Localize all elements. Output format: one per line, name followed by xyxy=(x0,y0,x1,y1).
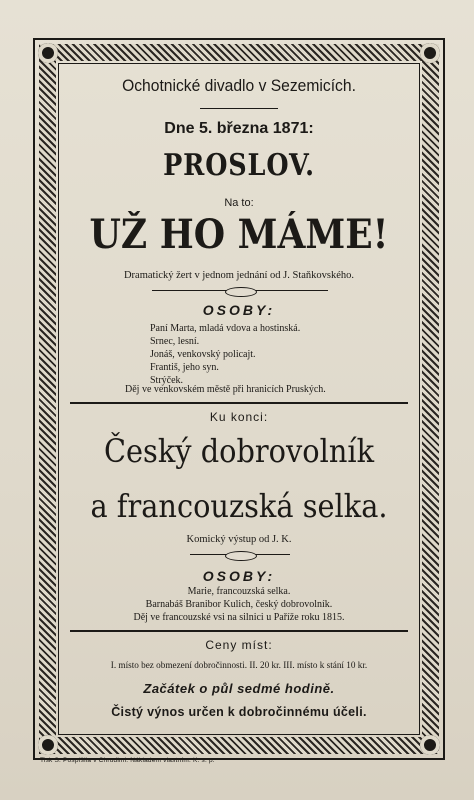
proceeds-note: Čistý výnos určen k dobročinnému účeli. xyxy=(111,705,367,719)
divider xyxy=(200,108,278,109)
prices-label: Ceny míst: xyxy=(205,638,273,652)
play2-title-line1: Český dobrovolník xyxy=(103,432,375,470)
performance-date: Dne 5. března 1871: xyxy=(164,120,314,137)
section-divider xyxy=(70,630,408,632)
cast-member: Paní Marta, mladá vdova a hostinská. xyxy=(150,323,301,334)
then-label: Na to: xyxy=(224,197,254,209)
corner-ornament xyxy=(420,735,440,755)
cast-member: Jonáš, venkovský policajt. xyxy=(150,349,256,360)
play2-setting: Děj ve francouzské vsi na silnici u Paříže roku 1815. xyxy=(133,612,345,623)
cast-label: OSOBY: xyxy=(202,568,276,584)
play1-title: UŽ HO MÁME! xyxy=(89,211,389,258)
prices-text: I. místo bez obmezení dobročinnosti. II. 20 kr. III. místo k stání 10 kr. xyxy=(110,660,368,670)
cast-member: Marie, francouzská selka. xyxy=(187,586,291,597)
cast-member: Strýček. xyxy=(150,375,184,386)
corner-ornament xyxy=(420,43,440,63)
cast-label: OSOBY: xyxy=(202,302,276,318)
ornamental-divider xyxy=(152,288,328,294)
play2-subtitle: Komický výstup od J. K. xyxy=(186,534,292,545)
cast-member: Františ, jeho syn. xyxy=(150,362,219,373)
corner-ornament xyxy=(38,43,58,63)
start-time: Začátek o půl sedmé hodině. xyxy=(143,681,335,696)
cast-member: Srnec, lesní. xyxy=(150,336,200,347)
corner-ornament xyxy=(38,735,58,755)
play2-title-line2: a francouzská selka. xyxy=(90,487,388,525)
prologue-heading: PROSLOV. xyxy=(163,148,315,183)
play1-setting: Děj ve venkovském městě při hranicích Pruských. xyxy=(125,384,326,395)
theatre-name: Ochotnické divadlo v Sezemicích. xyxy=(122,76,356,95)
printer-imprint: Tisk S. Pospíšila v Chrudimi. Nákladem vlastním. K. s. p. xyxy=(40,757,215,764)
ornamental-divider xyxy=(190,552,290,558)
play1-cast-list xyxy=(150,322,300,387)
section-divider xyxy=(70,402,408,404)
play1-subtitle: Dramatický žert v jednom jednání od J. Staňkovského. xyxy=(123,270,355,281)
cast-member: Barnabáš Branibor Kulich, český dobrovolník. xyxy=(145,599,333,610)
at-end-label: Ku konci: xyxy=(209,410,269,424)
